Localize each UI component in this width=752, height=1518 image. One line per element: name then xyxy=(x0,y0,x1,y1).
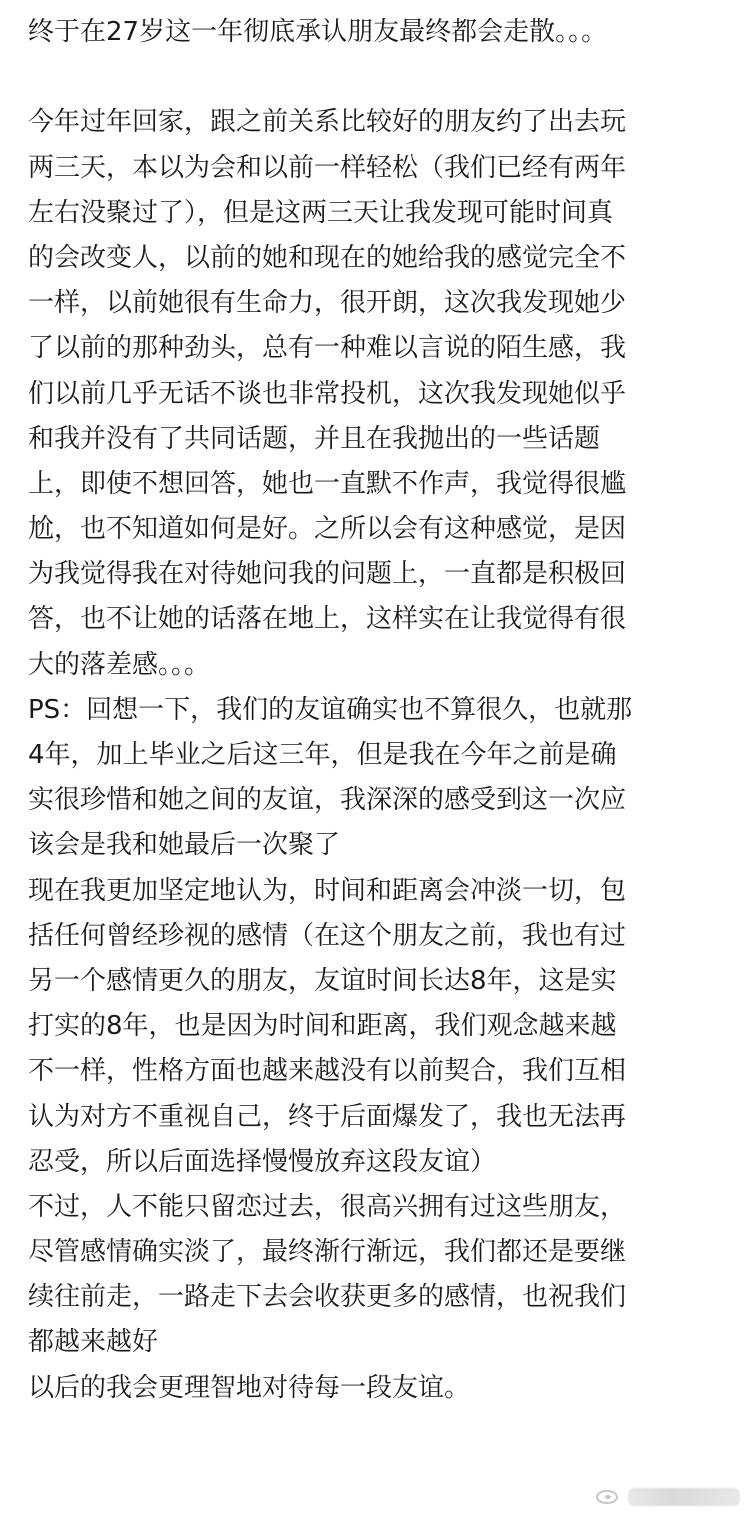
text-line: 的会改变人，以前的她和现在的她给我的感觉完全不 xyxy=(28,242,627,273)
text-line: 了以前的那种劲头，总有一种难以言说的陌生感，我 xyxy=(28,333,627,364)
blurred-watermark-text xyxy=(628,1488,740,1506)
text-line: 尬，也不知道如何是好。之所以会有这种感觉，是因 xyxy=(28,514,627,545)
text-line: 续往前走，一路走下去会收获更多的感情，也祝我们 xyxy=(28,1282,627,1313)
text-line: 尽管感情确实淡了，最终渐行渐远，我们都还是要继 xyxy=(28,1237,627,1268)
text-line: 都越来越好 xyxy=(28,1327,159,1358)
text-line: 4年，加上毕业之后这三年，但是我在今年之前是确 xyxy=(28,740,617,770)
weibo-eye-icon xyxy=(596,1488,622,1506)
text-line: 今年过年回家，跟之前关系比较好的朋友约了出去玩 xyxy=(28,107,627,138)
text-line: 现在我更加坚定地认为，时间和距离会冲淡一切，包 xyxy=(28,875,627,906)
text-line: 忍受，所以后面选择慢慢放弃这段友谊） xyxy=(28,1146,497,1177)
text-line: 左右没聚过了），但是这两三天让我发现可能时间真 xyxy=(28,197,614,228)
text-line: 两三天，本以为会和以前一样轻松（我们已经有两年 xyxy=(28,152,627,183)
text-line: 不一样，性格方面也越来越没有以前契合，我们互相 xyxy=(28,1056,627,1087)
text-line: 以后的我会更理智地对待每一段友谊。 xyxy=(28,1372,471,1403)
text-line: 为我觉得我在对待她问我的问题上，一直都是积极回 xyxy=(28,559,627,590)
text-line: 打实的8年，也是因为时间和距离，我们观念越来越 xyxy=(28,1011,617,1042)
text-line: 们以前几乎无话不谈也非常投机，这次我发现她似乎 xyxy=(28,378,627,409)
text-line: PS：回想一下，我们的友谊确实也不算很久，也就那 xyxy=(28,694,633,725)
text-line: 认为对方不重视自己，终于后面爆发了，我也无法再 xyxy=(28,1101,627,1132)
text-line: 上，即使不想回答，她也一直默不作声，我觉得很尴 xyxy=(28,468,627,499)
watermark xyxy=(596,1486,740,1508)
text-line: 一样，以前她很有生命力，很开朗，这次我发现她少 xyxy=(28,288,627,319)
text-line: 大的落差感。。。 xyxy=(28,649,211,680)
text-line: 括任何曾经珍视的感情（在这个朋友之前，我也有过 xyxy=(28,920,627,951)
text-line: 和我并没有了共同话题，并且在我抛出的一些话题 xyxy=(28,423,601,454)
text-line: 答，也不让她的话落在地上，这样实在让我觉得有很 xyxy=(28,604,627,635)
text-line: 另一个感情更久的朋友，友谊时间长达8年，这是实 xyxy=(28,965,617,996)
text-line: 终于在27岁这一年彻底承认朋友最终都会走散。。。 xyxy=(28,17,608,47)
text-line: 实很珍惜和她之间的友谊，我深深的感受到这一次应 xyxy=(28,785,627,816)
post-text xyxy=(28,10,728,1411)
text-line: 该会是我和她最后一次聚了 xyxy=(28,830,341,861)
blank-line xyxy=(28,55,728,100)
text-line: 不过，人不能只留恋过去，很高兴拥有过这些朋友， xyxy=(28,1191,627,1222)
